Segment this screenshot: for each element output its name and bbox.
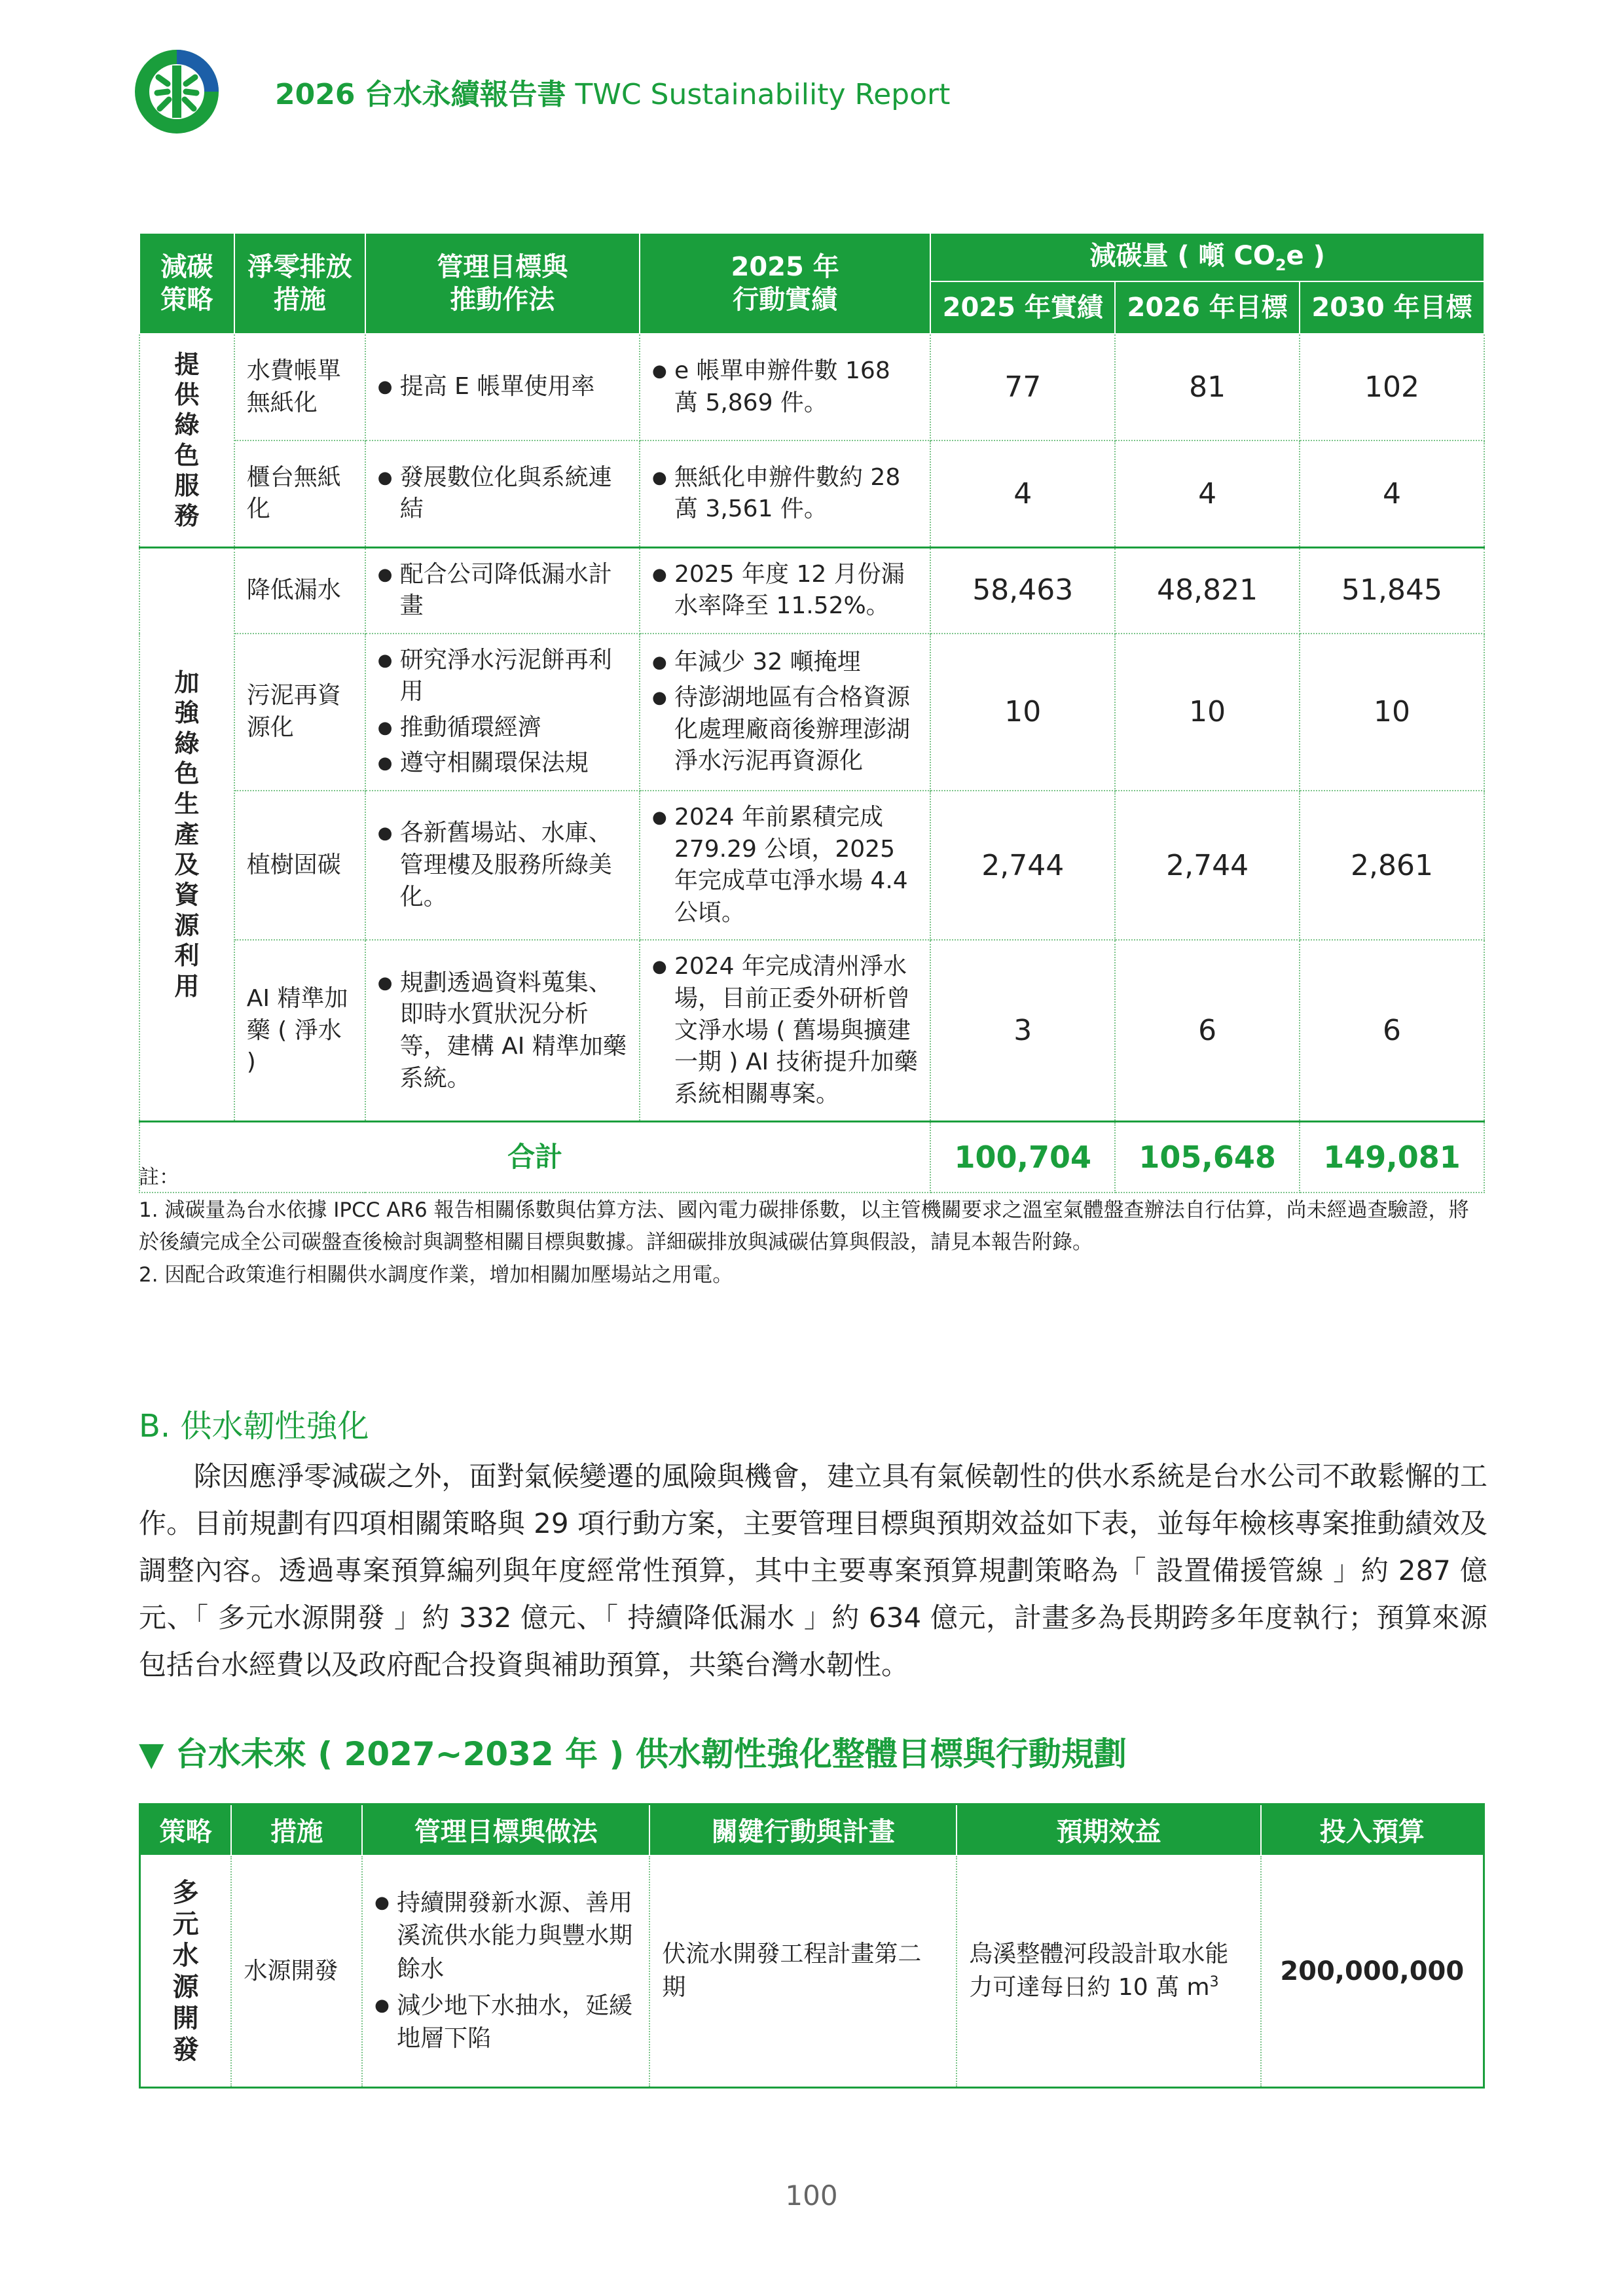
value-2025: 2,744 bbox=[930, 791, 1115, 940]
total-2026: 105,648 bbox=[1115, 1122, 1300, 1193]
action-cell: 伏流水開發工程計畫第二期 bbox=[649, 1856, 957, 2088]
section-heading: B. 供水韌性強化 bbox=[139, 1408, 369, 1444]
header-target: 管理目標與推動作法 bbox=[365, 233, 640, 334]
footnotes bbox=[139, 1162, 1487, 1291]
value-2030: 4 bbox=[1300, 440, 1484, 547]
measure-cell: AI 精準加藥 ( 淨水 ) bbox=[234, 940, 365, 1121]
header-strategy: 減碳策略 bbox=[139, 233, 234, 334]
header-target: 管理目標與做法 bbox=[362, 1804, 649, 1856]
table2-title: ▼ 台水未來 ( 2027~2032 年 ) 供水韌性強化整體目標與行動規劃 bbox=[139, 1735, 1127, 1773]
note-2: 2. 因配合政策進行相關供水調度作業，增加相關加壓場站之用電。 bbox=[139, 1263, 733, 1287]
page-header bbox=[131, 46, 1506, 137]
header-2025: 2025 年實績 bbox=[930, 281, 1115, 334]
header-reduction: 減碳量 ( 噸 $CO_2e$ ) bbox=[930, 233, 1484, 281]
notes-title: 註： bbox=[139, 1166, 179, 1189]
header-measure: 淨零排放措施 bbox=[234, 233, 365, 334]
value-2026: 2,744 bbox=[1115, 791, 1300, 940]
header-measure: 措施 bbox=[231, 1804, 362, 1856]
resilience-plan-table bbox=[139, 1803, 1485, 2089]
measure-cell: 植樹固碳 bbox=[234, 791, 365, 940]
header-actual-2025: 2025 年行動實績 bbox=[640, 233, 930, 334]
header-budget: 投入預算 bbox=[1261, 1804, 1484, 1856]
target-cell: ● 提高 E 帳單使用率 bbox=[365, 334, 640, 440]
value-2026: 81 bbox=[1115, 334, 1300, 440]
action-cell: ● 無紙化申辦件數約 28 萬 3,561 件。 bbox=[640, 440, 930, 547]
value-2030: 2,861 bbox=[1300, 791, 1484, 940]
value-2025: 3 bbox=[930, 940, 1115, 1121]
table-row bbox=[139, 791, 1484, 940]
value-2025: 10 bbox=[930, 634, 1115, 791]
note-1: 1. 減碳量為台水依據 IPCC AR6 報告相關係數與估算方法、國內電力碳排係數，以主管機關要求之溫室氣體盤查辦法自行估算，尚未經過查驗證，將於後續完成全公司碳盤查後檢討與調整相關目標與數據。詳細碳排放與減碳估算與假設，請見本報告附錄。 bbox=[139, 1198, 1469, 1255]
target-cell: ● 配合公司降低漏水計畫 bbox=[365, 547, 640, 634]
budget-cell: 200,000,000 bbox=[1261, 1856, 1484, 2088]
measure-cell: 降低漏水 bbox=[234, 547, 365, 634]
header-benefit: 預期效益 bbox=[957, 1804, 1260, 1856]
page-number: 100 bbox=[785, 2179, 838, 2212]
carbon-reduction-table bbox=[139, 232, 1485, 1193]
strategy-cell: 多元水源開發 bbox=[140, 1856, 232, 2088]
total-2030: 149,081 bbox=[1300, 1122, 1484, 1193]
table-row bbox=[139, 547, 1484, 634]
value-2030: 10 bbox=[1300, 634, 1484, 791]
body-paragraph: 除因應淨零減碳之外，面對氣候變遷的風險與機會，建立具有氣候韌性的供水系統是台水公司不敢鬆懈的工作。目前規劃有四項相關策略與 29 項行動方案，主要管理目標與預期效益如下表，並每年檢核專案推動績效及調整內容。透過專案預算編列與年度經常性預算，其中主要專案預算規劃策略為「 設置備援管線 」約 287 億元、「 多元水源開發 」約 332 億元、「 持續降低漏水 」約 634 億元，計畫多為長期跨多年度執行；預算來源包括台水經費以及政府配合投資與補助預算，共築台灣水韌性。 bbox=[139, 1460, 1487, 1681]
table-row bbox=[139, 940, 1484, 1121]
twc-logo-icon bbox=[131, 46, 223, 137]
value-2030: 51,845 bbox=[1300, 547, 1484, 634]
table-row bbox=[139, 634, 1484, 791]
value-2030: 6 bbox=[1300, 940, 1484, 1121]
report-title: 2026 台水永續報告書 TWC Sustainability Report bbox=[275, 78, 951, 111]
strategy-cell: 提供綠色服務 bbox=[139, 334, 234, 547]
header-action: 關鍵行動與計畫 bbox=[649, 1804, 957, 1856]
measure-cell: 水源開發 bbox=[231, 1856, 362, 2088]
value-2030: 102 bbox=[1300, 334, 1484, 440]
value-2025: 4 bbox=[930, 440, 1115, 547]
strategy-cell: 加強綠色生產及資源利用 bbox=[139, 547, 234, 1122]
action-cell: ● 2024 年前累積完成 279.29 公頃，2025 年完成草屯淨水場 4.4 公頃。 bbox=[640, 791, 930, 940]
measure-cell: 櫃台無紙化 bbox=[234, 440, 365, 547]
action-cell: ● 2025 年度 12 月份漏水率降至 11.52%。 bbox=[640, 547, 930, 634]
header-strategy: 策略 bbox=[140, 1804, 232, 1856]
target-cell: ● 規劃透過資料蒐集、即時水質狀況分析等，建構 AI 精準加藥系統。 bbox=[365, 940, 640, 1121]
table-row bbox=[139, 334, 1484, 440]
target-cell: ● 發展數位化與系統連結 bbox=[365, 440, 640, 547]
target-cell: ● 持續開發新水源、善用溪流供水能力與豐水期餘水 ● 減少地下水抽水，延緩地層下陷 bbox=[362, 1856, 649, 2088]
action-cell: ● e 帳單申辦件數 168 萬 5,869 件。 bbox=[640, 334, 930, 440]
header-2026: 2026 年目標 bbox=[1115, 281, 1300, 334]
total-2025: 100,704 bbox=[930, 1122, 1115, 1193]
value-2026: 6 bbox=[1115, 940, 1300, 1121]
measure-cell: 污泥再資源化 bbox=[234, 634, 365, 791]
header-2030: 2030 年目標 bbox=[1300, 281, 1484, 334]
table-row bbox=[140, 1856, 1484, 2088]
action-cell: ● 2024 年完成清州淨水場，目前正委外研析曾文淨水場 ( 舊場與擴建一期 ) AI 技術提升加藥系統相關專案。 bbox=[640, 940, 930, 1121]
total-label: 合計 bbox=[139, 1122, 930, 1193]
value-2025: 58,463 bbox=[930, 547, 1115, 634]
target-cell: ● 各新舊場站、水庫、管理樓及服務所綠美化。 bbox=[365, 791, 640, 940]
value-2026: 10 bbox=[1115, 634, 1300, 791]
target-cell: ● 研究淨水污泥餅再利用 ● 推動循環經濟 ● 遵守相關環保法規 bbox=[365, 634, 640, 791]
value-2026: 48,821 bbox=[1115, 547, 1300, 634]
action-cell: ● 年減少 32 噸掩埋 ● 待澎湖地區有合格資源化處理廠商後辦理澎湖淨水污泥再資源化 bbox=[640, 634, 930, 791]
value-2026: 4 bbox=[1115, 440, 1300, 547]
benefit-cell: 烏溪整體河段設計取水能力可達每日約 10 萬 $m^3$ bbox=[957, 1856, 1260, 2088]
value-2025: 77 bbox=[930, 334, 1115, 440]
measure-cell: 水費帳單無紙化 bbox=[234, 334, 365, 440]
table-row bbox=[139, 440, 1484, 547]
